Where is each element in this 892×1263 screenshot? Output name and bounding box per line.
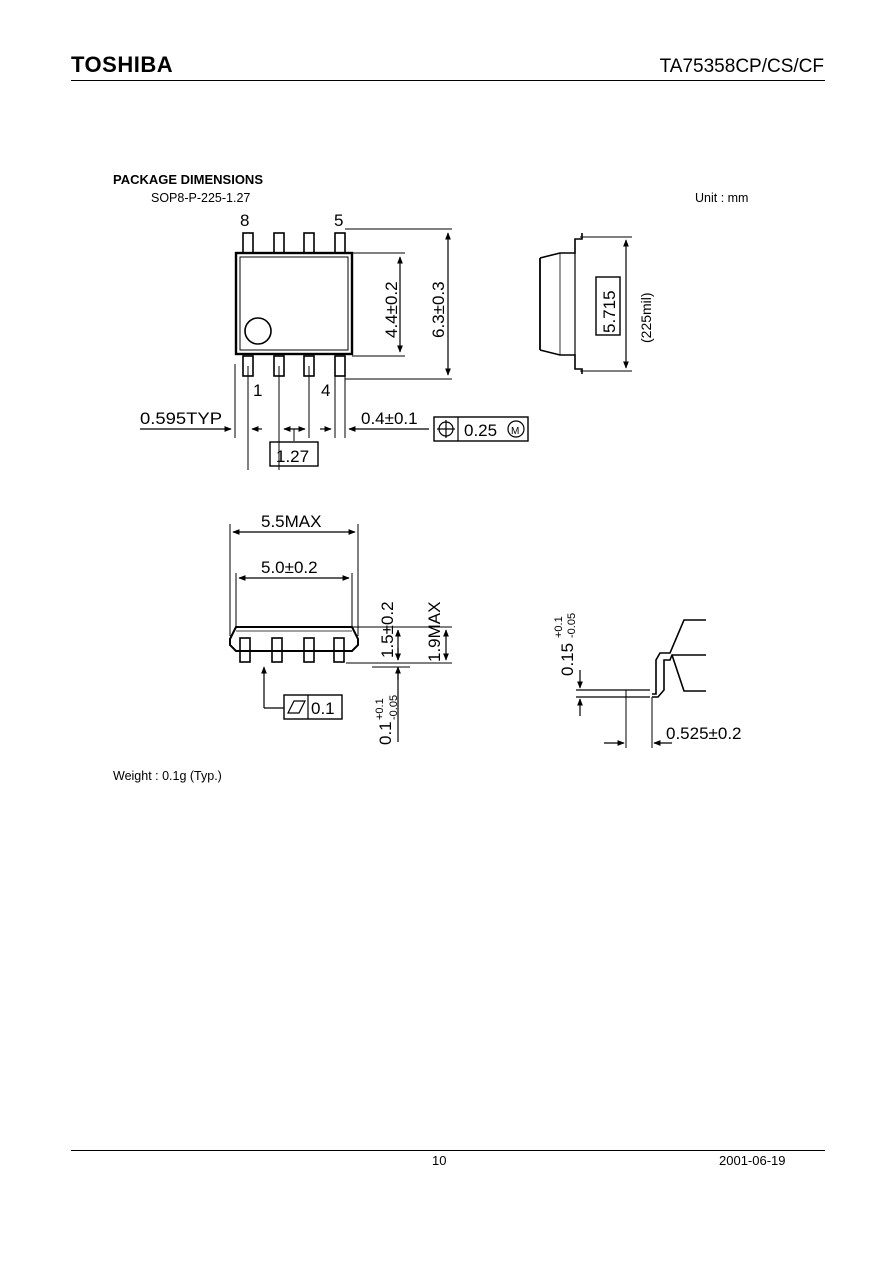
dim-lead-offset: 0.595TYP: [140, 409, 222, 428]
flatness-icon: [288, 701, 305, 713]
lead-top: [304, 233, 314, 253]
dim-standoff-tol-plus: +0.1: [374, 698, 386, 720]
unit-label: Unit : mm: [695, 191, 749, 205]
dim-max-length: 5.5MAX: [261, 512, 322, 531]
dim-mil: (225mil): [638, 292, 654, 343]
package-body-inner: [240, 257, 348, 350]
tol-position-value: 0.25: [464, 421, 498, 440]
section-title: PACKAGE DIMENSIONS: [113, 172, 263, 187]
tol-flatness-value: 0.1: [311, 699, 335, 718]
footer-rule: [71, 1150, 825, 1151]
lead-top: [335, 233, 345, 253]
lead-bottom: [335, 356, 345, 376]
part-number: TA75358CP/CS/CF: [659, 56, 824, 77]
pin-5-label: 5: [334, 211, 344, 230]
package-body: [236, 253, 352, 354]
dim-body-height: 1.5±0.2: [378, 601, 397, 658]
pin-8-label: 8: [240, 211, 250, 230]
dim-lead-width: 0.4±0.1: [361, 409, 418, 428]
dim-foot-length: 0.525±0.2: [666, 724, 742, 743]
dim-overall-width: 6.3±0.3: [429, 281, 448, 338]
lead-top: [274, 233, 284, 253]
dim-thickness-tol-plus: +0.1: [553, 616, 565, 638]
tol-position-modifier: M: [511, 426, 520, 437]
document-date: 2001-06-19: [719, 1153, 786, 1168]
pin-1-label: 1: [253, 381, 263, 400]
dim-pitch: 1.27: [276, 447, 310, 466]
dim-standoff-tol-minus: -0.05: [388, 694, 400, 720]
package-code: SOP8-P-225-1.27: [151, 191, 251, 205]
front-view: [230, 524, 452, 742]
pin-4-label: 4: [321, 381, 331, 400]
lead-top: [243, 233, 253, 253]
dim-body-width: 4.4±0.2: [382, 281, 401, 338]
page-number: 10: [432, 1153, 447, 1168]
weight-note: Weight : 0.1g (Typ.): [113, 769, 222, 783]
pin1-marker: [245, 318, 271, 344]
dim-max-height: 1.9MAX: [425, 601, 444, 662]
dim-basic: 5.715: [600, 290, 619, 333]
dim-body-length: 5.0±0.2: [261, 558, 318, 577]
dim-thickness-tol-minus: -0.05: [566, 612, 578, 638]
toshiba-logo: TOSHIBA: [71, 52, 174, 77]
dim-thickness: 0.15: [558, 642, 577, 676]
dim-standoff: 0.1: [376, 721, 395, 745]
